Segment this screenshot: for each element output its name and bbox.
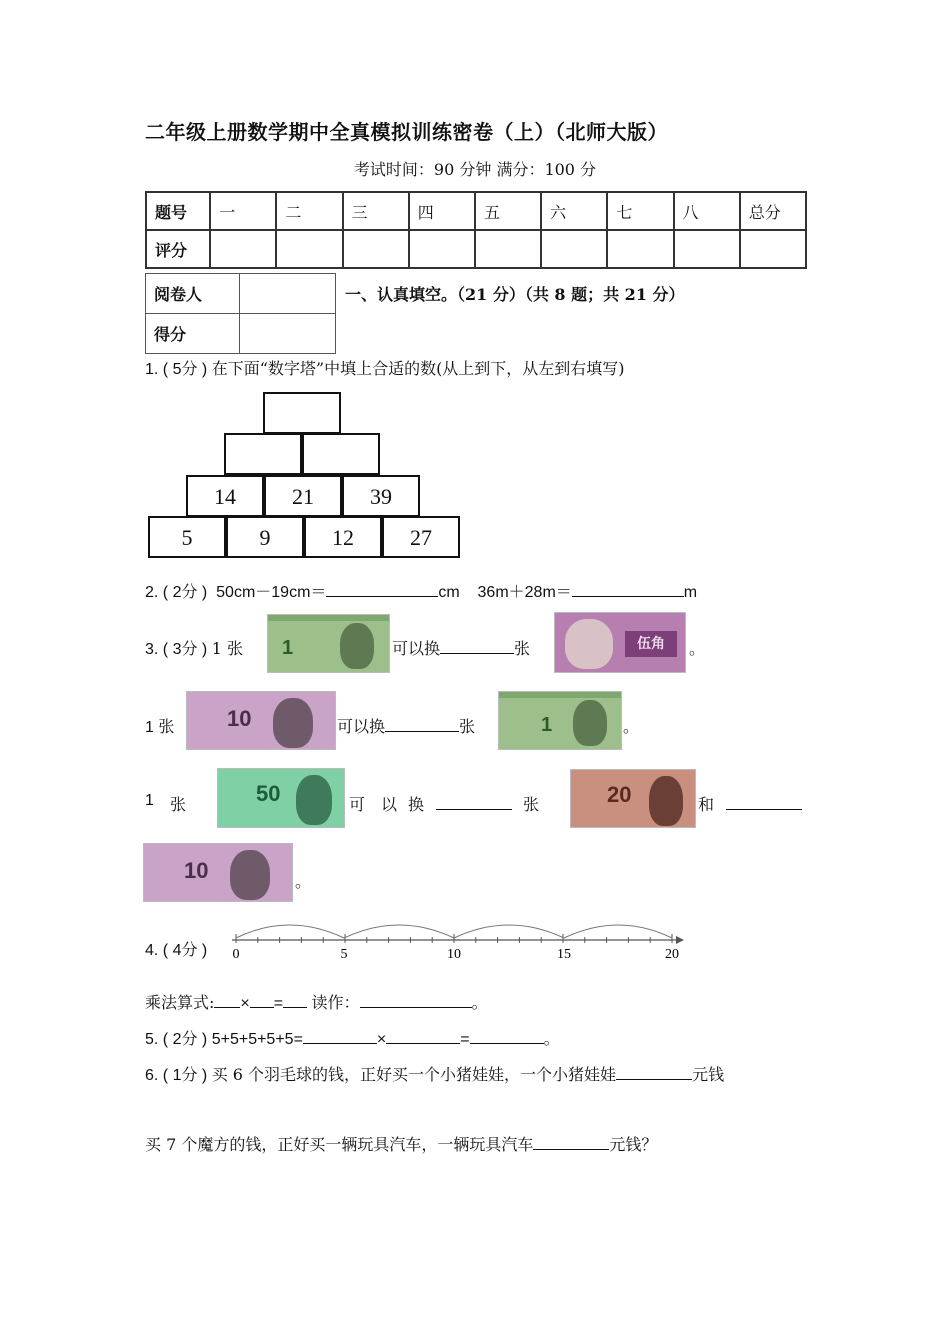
question-number: 6. ( 1分 ) — [145, 1067, 208, 1084]
banknote-10-yuan — [186, 691, 336, 750]
banknote-5-jiao — [554, 612, 686, 673]
tick-label: 10 — [447, 947, 461, 962]
text: 。 — [471, 995, 488, 1012]
tower-cell: 9 — [226, 516, 304, 558]
tower-blank-cell[interactable] — [263, 392, 341, 434]
answer-blank[interactable] — [616, 1078, 692, 1080]
question-2 — [145, 579, 697, 602]
score-input-cell[interactable] — [607, 230, 673, 268]
score-table-cell: 七 — [607, 192, 673, 230]
question-6 — [145, 1062, 724, 1085]
text: × — [376, 1031, 387, 1048]
text: 张 — [523, 797, 540, 814]
score-table-cell: 二 — [276, 192, 342, 230]
score-table-cell: 评分 — [146, 230, 210, 268]
tower-blank-cell[interactable] — [224, 433, 302, 475]
text: 以 — [381, 797, 398, 814]
reviewer-input-cell[interactable] — [240, 274, 336, 314]
answer-blank[interactable] — [250, 1006, 274, 1008]
question-3-text — [392, 636, 530, 659]
banknote-10-yuan — [143, 843, 293, 902]
score-table-cell: 题号 — [146, 192, 210, 230]
unit: 元钱 — [692, 1065, 725, 1084]
reviewer-label: 阅卷人 — [146, 274, 240, 314]
period: 。 — [689, 641, 706, 658]
answer-blank[interactable] — [385, 730, 459, 732]
question-1 — [145, 356, 625, 379]
score-input-cell[interactable] — [541, 230, 607, 268]
banknote-1-yuan — [498, 691, 622, 750]
score-input-cell[interactable] — [210, 230, 276, 268]
number-line — [228, 916, 688, 966]
question-number: 3. ( 3分 ) — [145, 641, 208, 658]
question-3-text — [337, 714, 475, 737]
tower-cell: 14 — [186, 475, 264, 517]
banknote-denomination: 20 — [607, 782, 632, 807]
exam-info: 考试时间：90 分钟 满分：100 分 — [353, 160, 597, 179]
tick-label: 0 — [232, 947, 240, 962]
question-3 — [145, 636, 243, 659]
question-4-answer-line — [145, 990, 488, 1013]
tower-cell: 5 — [148, 516, 226, 558]
score-input-cell[interactable] — [740, 230, 806, 268]
score-table-cell: 六 — [541, 192, 607, 230]
section-heading: 一、认真填空。（21 分）（共 8 题；共 21 分） — [345, 285, 685, 304]
answer-blank[interactable] — [572, 595, 684, 597]
banknote-50-yuan — [217, 768, 345, 828]
score-table-header-row — [146, 192, 806, 230]
score-input-cell[interactable] — [409, 230, 475, 268]
tick-label: 15 — [557, 947, 571, 962]
period: 。 — [295, 874, 312, 891]
text: 和 — [698, 797, 715, 814]
expression: 50cm－19cm＝ — [216, 584, 327, 601]
unit: 元钱？ — [609, 1135, 658, 1154]
answer-blank[interactable] — [440, 652, 514, 654]
text: 1 — [145, 792, 154, 809]
answer-blank[interactable] — [283, 1006, 307, 1008]
unit: m — [683, 584, 698, 601]
score-table-score-row — [146, 230, 806, 268]
text: 乘法算式: — [145, 993, 215, 1012]
tick-label: 20 — [665, 947, 679, 962]
banknote-denomination: 10 — [227, 706, 252, 731]
tower-cell: 39 — [342, 475, 420, 517]
banknote-denomination: 1 — [541, 714, 553, 736]
text: 。 — [543, 1031, 560, 1048]
text: 张 — [514, 641, 531, 658]
answer-blank[interactable] — [214, 1006, 240, 1008]
text: 可以换 — [392, 641, 441, 658]
text: 换 — [408, 797, 425, 814]
text: 可以换 — [337, 719, 386, 736]
score-table-cell: 五 — [475, 192, 541, 230]
score-input-cell[interactable] — [674, 230, 740, 268]
banknote-20-yuan — [570, 769, 696, 828]
question-6-line2 — [145, 1132, 657, 1155]
page-title: 二年级上册数学期中全真模拟训练密卷（上）（北师大版） — [145, 120, 668, 144]
question-text: 买 7 个魔方的钱，正好买一辆玩具汽车，一辆玩具汽车 — [145, 1135, 534, 1154]
question-4: 4. ( 4分 ) — [145, 942, 208, 959]
score-table-cell: 八 — [674, 192, 740, 230]
score-input-cell[interactable] — [276, 230, 342, 268]
score-input-cell[interactable] — [475, 230, 541, 268]
answer-blank[interactable] — [470, 1042, 544, 1044]
grader-table — [145, 273, 336, 354]
question-text: 在下面“数字塔”中填上合适的数(从上到下，从左到右填写) — [211, 359, 625, 378]
text: × — [240, 995, 250, 1012]
score-input-cell[interactable] — [343, 230, 409, 268]
question-number: 2. ( 2分 ) — [145, 584, 208, 601]
tower-cell: 21 — [264, 475, 342, 517]
tower-blank-cell[interactable] — [302, 433, 380, 475]
text: 张 — [170, 797, 187, 814]
answer-blank[interactable] — [533, 1148, 609, 1150]
text: 可 — [349, 797, 366, 814]
tick-label: 5 — [340, 947, 348, 962]
answer-blank[interactable] — [726, 808, 802, 810]
text: 读作： — [311, 993, 360, 1012]
score-table-cell: 总分 — [740, 192, 806, 230]
score-table-cell: 三 — [343, 192, 409, 230]
answer-blank[interactable] — [386, 1042, 460, 1044]
answer-blank[interactable] — [436, 808, 512, 810]
score-table-cell: 四 — [409, 192, 475, 230]
question-number: 1. ( 5分 ) — [145, 361, 208, 378]
grader-score-label: 得分 — [146, 314, 240, 354]
question-text: 买 6 个羽毛球的钱，正好买一个小猪娃娃，一个小猪娃娃 — [211, 1065, 617, 1084]
grader-score-input-cell[interactable] — [240, 314, 336, 354]
banknote-denomination: 1 — [282, 637, 294, 659]
text: 张 — [459, 719, 476, 736]
answer-blank[interactable] — [303, 1042, 377, 1044]
text: = — [460, 1031, 470, 1048]
score-table — [145, 191, 807, 269]
text: = — [273, 995, 284, 1012]
count-label: 1 张 — [211, 639, 243, 658]
tower-cell: 27 — [382, 516, 460, 558]
banknote-denomination: 伍角 — [625, 631, 677, 657]
banknote-denomination: 50 — [256, 781, 281, 806]
answer-blank[interactable] — [360, 1006, 472, 1008]
expression: 5+5+5+5+5= — [211, 1031, 303, 1048]
count-label: 1 张 — [145, 719, 175, 736]
number-tower — [148, 392, 468, 562]
banknote-denomination: 10 — [184, 858, 209, 883]
unit: cm — [438, 584, 460, 601]
expression: 36m＋28m＝ — [477, 584, 572, 601]
question-number: 5. ( 2分 ) — [145, 1031, 208, 1048]
banknote-1-yuan — [267, 614, 390, 673]
question-5 — [145, 1026, 560, 1049]
tower-cell: 12 — [304, 516, 382, 558]
period: 。 — [623, 719, 640, 736]
score-table-cell: 一 — [210, 192, 276, 230]
answer-blank[interactable] — [326, 595, 438, 597]
